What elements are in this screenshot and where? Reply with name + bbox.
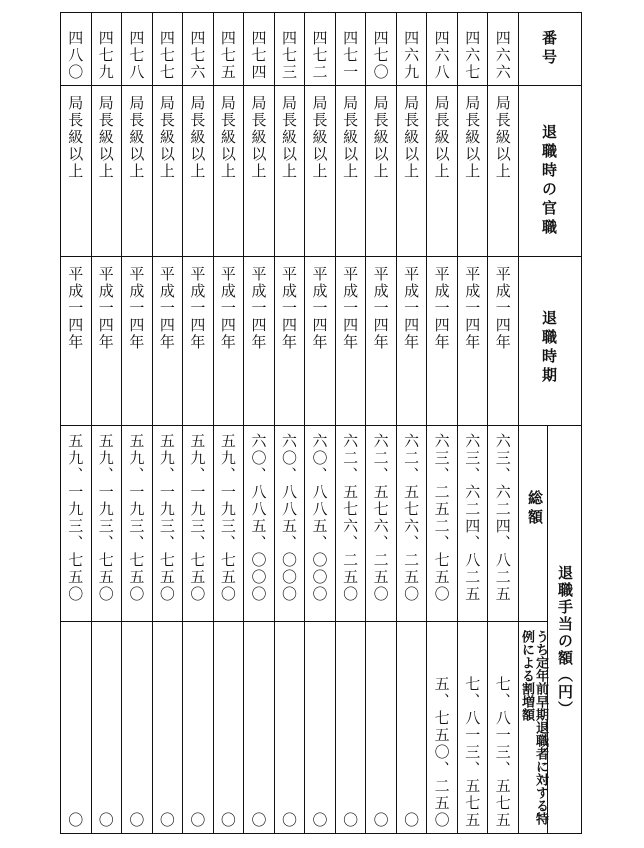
row-divider	[152, 12, 153, 834]
row-special-increase: 〇	[66, 812, 85, 829]
row-divider	[335, 12, 336, 834]
row-position: 局長級以上	[493, 95, 512, 180]
row-number: 四六六	[493, 30, 512, 81]
row-special-increase: 〇	[280, 812, 298, 829]
row-number: 四七一	[341, 30, 360, 81]
row-period: 平成一四年	[310, 266, 329, 351]
row-special-increase: 〇	[402, 812, 421, 829]
row-total: 六三、六二四、八二五	[463, 433, 482, 603]
row-special-increase: 五、七五〇、二五〇	[432, 676, 451, 829]
band-divider-3	[60, 425, 582, 426]
row-total: 六三、二五二、七五〇	[432, 433, 451, 603]
band-divider-2	[60, 256, 582, 257]
row-number: 四七七	[157, 30, 176, 81]
row-special-increase: 〇	[310, 812, 329, 829]
row-total: 五九、一九三、七五〇	[188, 433, 207, 603]
row-divider	[182, 12, 183, 834]
table-top-border	[60, 12, 582, 13]
header-allowance: 退職手当の額（円）	[556, 565, 574, 718]
row-position: 局長級以上	[402, 95, 421, 180]
row-total: 六〇、八八五、〇〇〇	[280, 433, 298, 603]
row-divider	[274, 12, 275, 834]
row-period: 平成一四年	[280, 266, 298, 351]
row-position: 局長級以上	[280, 95, 298, 180]
row-number: 四六九	[402, 30, 421, 81]
row-total: 六二、五七六、二五〇	[371, 433, 390, 603]
row-divider	[91, 12, 92, 834]
row-period: 平成一四年	[402, 266, 421, 351]
row-period: 平成一四年	[157, 266, 176, 351]
row-position: 局長級以上	[66, 95, 85, 180]
header-special-line1: うち定年前早期退職者に対する特	[533, 630, 548, 825]
row-number: 四六八	[432, 30, 451, 81]
header-number: 番号	[540, 30, 558, 68]
header-period: 退職時期	[540, 310, 558, 386]
row-period: 平成一四年	[66, 266, 85, 351]
row-position: 局長級以上	[432, 95, 451, 180]
row-position: 局長級以上	[96, 95, 115, 180]
row-divider	[365, 12, 366, 834]
row-position: 局長級以上	[341, 95, 360, 180]
table-left-border	[60, 12, 61, 834]
row-divider	[396, 12, 397, 834]
row-number: 四七二	[310, 30, 329, 81]
row-special-increase: 〇	[218, 812, 237, 829]
row-position: 局長級以上	[188, 95, 207, 180]
row-divider	[213, 12, 214, 834]
row-number: 四七九	[96, 30, 115, 81]
row-period: 平成一四年	[371, 266, 390, 351]
header-special-line2: 例による割増額	[519, 630, 534, 721]
row-special-increase: 七、八一三、五七五	[493, 676, 512, 829]
row-period: 平成一四年	[96, 266, 115, 351]
row-position: 局長級以上	[218, 95, 237, 180]
row-total: 六〇、八八五、〇〇〇	[310, 433, 329, 603]
header-total: 総額	[526, 490, 544, 528]
row-position: 局長級以上	[127, 95, 146, 180]
row-total: 六二、五七六、二五〇	[402, 433, 421, 603]
row-divider	[426, 12, 427, 834]
row-number: 四七六	[188, 30, 207, 81]
row-position: 局長級以上	[310, 95, 329, 180]
row-divider	[243, 12, 244, 834]
header-position: 退職時の官職	[540, 124, 558, 238]
table-right-border	[581, 12, 582, 834]
row-number: 四八〇	[66, 30, 85, 81]
row-number: 四七三	[280, 30, 298, 81]
row-divider	[457, 12, 458, 834]
row-divider	[487, 12, 488, 834]
row-divider	[304, 12, 305, 834]
row-special-increase: 〇	[157, 812, 176, 829]
row-period: 平成一四年	[341, 266, 360, 351]
row-special-increase: 〇	[249, 812, 268, 829]
row-number: 四七八	[127, 30, 146, 81]
row-special-increase: 七、八一三、五七五	[463, 676, 482, 829]
row-total: 六二、五七六、二五〇	[341, 433, 360, 603]
row-special-increase: 〇	[127, 812, 146, 829]
row-position: 局長級以上	[463, 95, 482, 180]
row-total: 五九、一九三、七五〇	[218, 433, 237, 603]
row-number: 四六七	[463, 30, 482, 81]
row-special-increase: 〇	[371, 812, 390, 829]
row-position: 局長級以上	[249, 95, 268, 180]
header-special-col1	[534, 630, 547, 830]
row-special-increase: 〇	[341, 812, 360, 829]
row-number: 四七〇	[371, 30, 390, 81]
row-total: 六三、六二四、八二五	[493, 433, 512, 603]
row-total: 五九、一九三、七五〇	[66, 433, 85, 603]
row-special-increase: 〇	[96, 812, 115, 829]
table-bottom-border	[60, 833, 582, 834]
header-special-col2	[520, 630, 533, 830]
row-divider	[121, 12, 122, 834]
row-period: 平成一四年	[188, 266, 207, 351]
row-number: 四七五	[218, 30, 237, 81]
row-number: 四七四	[249, 30, 268, 81]
row-period: 平成一四年	[463, 266, 482, 351]
row-position: 局長級以上	[371, 95, 390, 180]
row-total: 五九、一九三、七五〇	[96, 433, 115, 603]
row-period: 平成一四年	[493, 266, 512, 351]
row-total: 五九、一九三、七五〇	[157, 433, 176, 603]
row-total: 五九、一九三、七五〇	[127, 433, 146, 603]
band-divider-1	[60, 85, 582, 86]
row-period: 平成一四年	[249, 266, 268, 351]
row-special-increase: 〇	[188, 812, 207, 829]
row-period: 平成一四年	[432, 266, 451, 351]
row-total: 六〇、八八五、〇〇〇	[249, 433, 268, 603]
row-period: 平成一四年	[127, 266, 146, 351]
row-period: 平成一四年	[218, 266, 237, 351]
row-position: 局長級以上	[157, 95, 176, 180]
